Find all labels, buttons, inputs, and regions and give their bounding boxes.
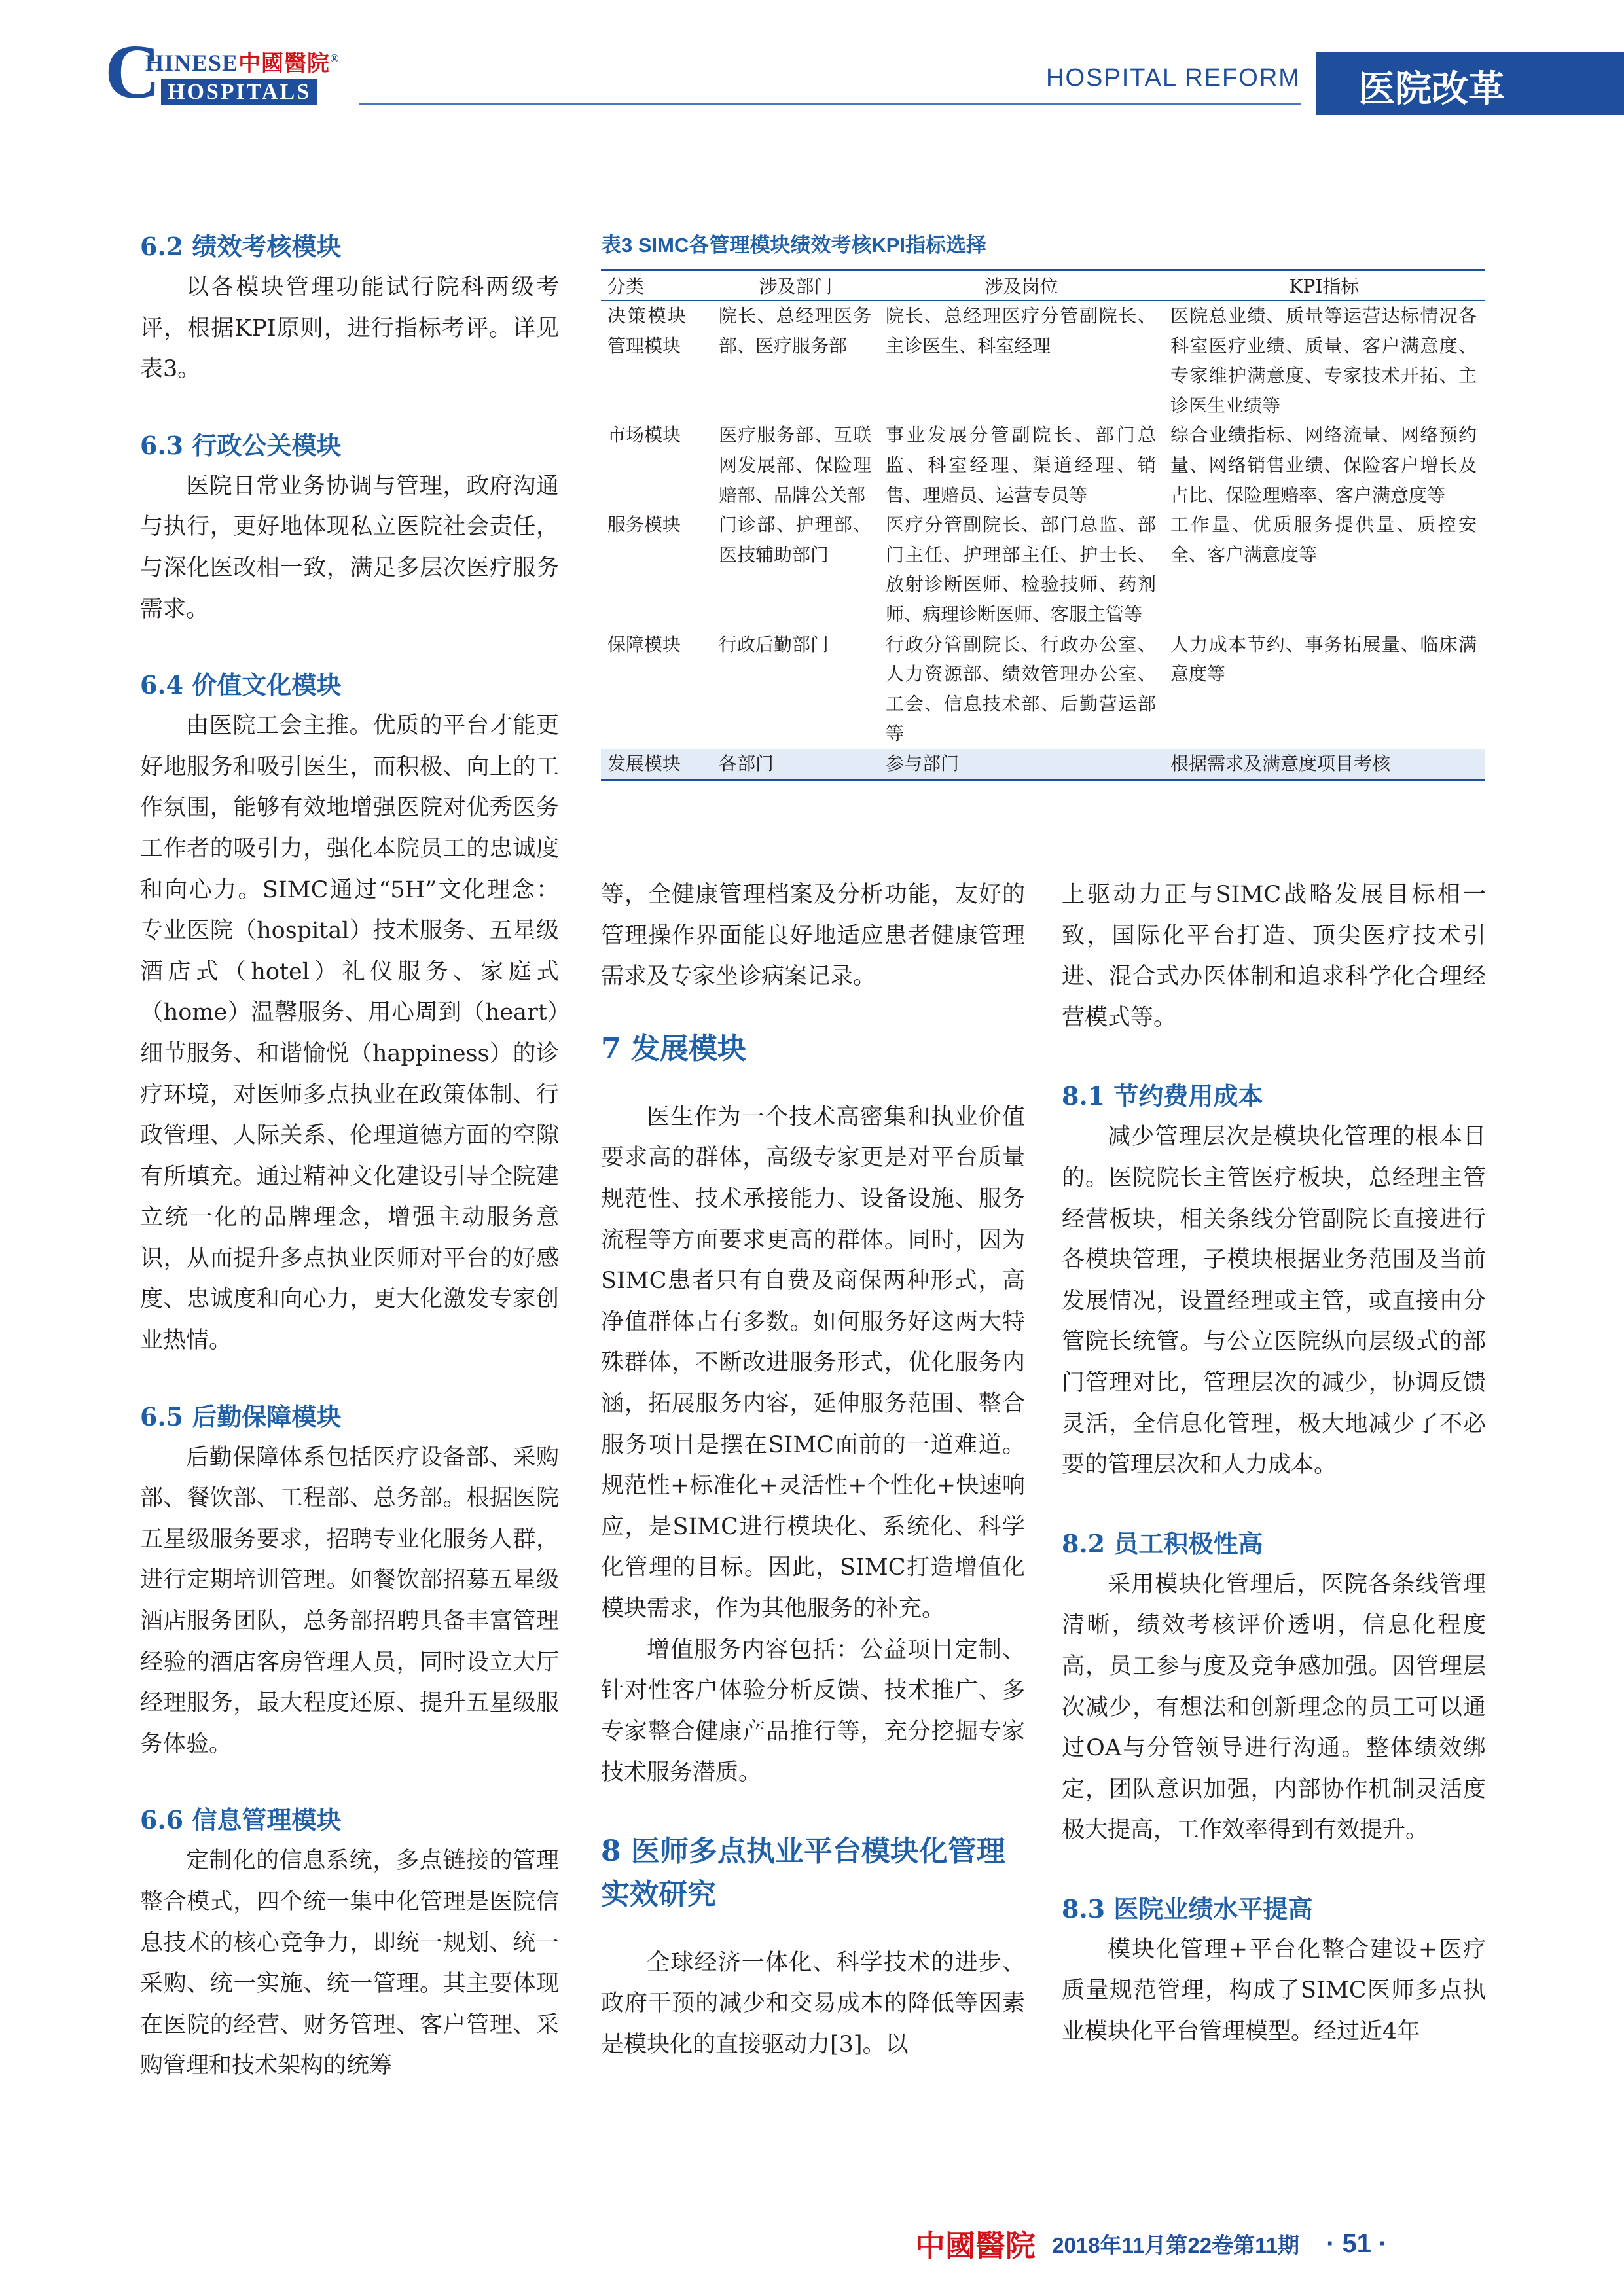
column-2 (601, 874, 1025, 2066)
table-cell: 决策模块管理模块 (607, 305, 686, 357)
journal-logo (105, 29, 353, 115)
paragraph: 全球经济一体化、科学技术的进步、政府干预的减少和交易成本的降低等因素是模块化的直接驱动力[3]。以 (601, 1949, 1025, 2058)
logo-top-en: HINESE (145, 50, 239, 76)
section-heading-6-3: 6.3 行政公关模块 (140, 430, 342, 460)
table-cell: 市场模块 (607, 424, 681, 446)
table-row (601, 510, 1485, 629)
table-row (601, 749, 1485, 780)
table-row (601, 420, 1485, 510)
footer-journal-name: 中國醫院 (915, 2228, 1036, 2263)
table-cell: 根据需求及满意度项目考核 (1164, 749, 1485, 780)
table-row (601, 300, 1485, 420)
paragraph: 模块化管理+平台化整合建设+医疗质量规范管理，构成了SIMC医师多点执业模块化平台管理模型。经过近4年 (1062, 1936, 1486, 2045)
table-cell: 综合业绩指标、网络流量、网络预约量、网络销售业绩、保险客户增长及占比、保险理赔率、客户满意度等 (1170, 424, 1477, 506)
paragraph: 医院日常业务协调与管理，政府沟通与执行，更好地体现私立医院社会责任，与深化医改相一致，满足多层次医疗服务需求。 (140, 473, 559, 622)
paragraph: 以各模块管理功能试行院科两级考评，根据KPI原则，进行指标考评。详见表3。 (140, 274, 559, 383)
paragraph-continued: 上驱动力正与SIMC战略发展目标相一致，国际化平台打造、顶尖医疗技术引进、混合式办医体制和追求科学化合理经营模式等。 (1062, 882, 1486, 1031)
paragraph: 定制化的信息系统，多点链接的管理整合模式，四个统一集中化管理是医院信息技术的核心竞争力，即统一规划、统一采购、统一实施、统一管理。其主要体现在医院的经营、财务管理、客户管理、采购管理和技术架构的统筹 (140, 1848, 559, 2079)
table-header-cell: 分类 (601, 270, 712, 301)
section-heading-8: 8 医师多点执业平台模块化管理实效研究 (601, 1834, 1005, 1911)
section-heading-8-1: 8.1 节约费用成本 (1062, 1081, 1263, 1111)
header-rule (359, 103, 1301, 105)
section-title-en: HOSPITAL REFORM (1046, 64, 1301, 92)
table-header-cell: KPI指标 (1164, 270, 1485, 301)
table-cell: 各部门 (712, 749, 879, 780)
table-cell: 工作量、优质服务提供量、质控安全、客户满意度等 (1170, 514, 1477, 565)
paragraph: 减少管理层次是模块化管理的根本目的。医院院长主管医疗板块，总经理主管经营板块，相关条线分管副院长直接进行各模块管理，子模块根据业务范围及当前发展情况，设置经理或主管，或直接由分管院长统管。与公立医院纵向层级式的部门管理对比，管理层次的减少，协调反馈灵活，全信息化管理，极大地减少了不必要的管理层次和人力成本。 (1062, 1124, 1486, 1479)
kpi-table (601, 269, 1485, 781)
section-heading-6-5: 6.5 后勤保障模块 (140, 1401, 342, 1431)
logo-bottom-band: HOSPITALS (161, 79, 317, 105)
table-cell: 行政分管副院长、行政办公室、人力资源部、绩效管理办公室、工会、信息技术部、后勤营运部等 (886, 633, 1156, 745)
section-heading-6-2: 6.2 绩效考核模块 (140, 232, 342, 261)
table-cell: 医疗服务部、互联网发展部、保险理赔部、品牌公关部 (719, 424, 871, 506)
table-cell: 医院总业绩、质量等运营达标情况各科室医疗业绩、质量、客户满意度、专家维护满意度、专家技术开拓、主诊医生业绩等 (1170, 305, 1477, 416)
section-heading-7: 7 发展模块 (601, 1031, 746, 1066)
section-heading-6-6: 6.6 信息管理模块 (140, 1805, 342, 1835)
paragraph: 增值服务内容包括：公益项目定制、针对性客户体验分析反馈、技术推广、多专家整合健康产品推行等，充分挖掘专家技术服务潜质。 (601, 1636, 1025, 1786)
table-cell: 参与部门 (879, 749, 1164, 780)
page-number: · 51 · (1326, 2229, 1388, 2258)
logo-registered-mark: ® (330, 52, 340, 65)
section-heading-6-4: 6.4 价值文化模块 (140, 670, 342, 700)
table-caption: 表3 SIMC各管理模块绩效考核KPI指标选择 (601, 234, 987, 257)
table-cell: 服务模块 (607, 514, 681, 536)
table-row (601, 630, 1485, 749)
section-title-cn: 医院改革 (1358, 67, 1505, 111)
table-cell: 院长、总经理医务部、医疗服务部 (719, 305, 871, 357)
logo-top-line (145, 45, 340, 77)
table-cell: 门诊部、护理部、医技辅助部门 (719, 514, 871, 565)
column-1 (140, 226, 559, 2087)
table-cell: 医疗分管副院长、部门总监、部门主任、护理部主任、护士长、放射诊断医师、检验技师、药剂师、病理诊断医师、客服主管等 (886, 514, 1156, 625)
logo-letter-c: C (105, 29, 161, 115)
table-cell: 发展模块 (601, 749, 712, 780)
page-footer (915, 2222, 1387, 2265)
table-cell: 院长、总经理医疗分管副院长、主诊医生、科室经理 (886, 305, 1156, 357)
table-header-cell: 涉及部门 (712, 270, 879, 301)
logo-top-cn: 中國醫院 (238, 50, 331, 77)
table-3 (601, 231, 1485, 781)
table-cell: 事业发展分管副院长、部门总监、科室经理、渠道经理、销售、理赔员、运营专员等 (886, 424, 1156, 506)
table-cell: 保障模块 (607, 633, 681, 655)
table-header-row (601, 270, 1485, 301)
section-heading-8-3: 8.3 医院业绩水平提高 (1062, 1893, 1313, 1924)
paragraph: 由医院工会主推。优质的平台才能更好地服务和吸引医生，而积极、向上的工作氛围，能够有效地增强医院对优秀医务工作者的吸引力，强化本院员工的忠诚度和向心力。SIMC通过“5H”文化理念：专业医院（hospital）技术服务、五星级酒店式（hotel）礼仪服务、家庭式（home）温馨服务、用心周到（heart）细节服务、和谐愉悦（happiness）的诊疗环境，对医师多点执业在政策体制、行政管理、人际关系、伦理道德方面的空隙有所填充。通过精神文化建设引导全院建立统一化的品牌理念，增强主动服务意识，从而提升多点执业医师对平台的好感度、忠诚度和向心力，更大化激发专家创业热情。 (140, 713, 559, 1354)
table-cell: 人力成本节约、事务拓展量、临床满意度等 (1170, 633, 1477, 685)
column-3 (1062, 874, 1486, 2053)
table-cell: 行政后勤部门 (719, 633, 829, 655)
paragraph: 后勤保障体系包括医疗设备部、采购部、餐饮部、工程部、总务部。根据医院五星级服务要求，招聘专业化服务人群，进行定期培训管理。如餐饮部招募五星级酒店服务团队，总务部招聘具备丰富管理经验的酒店客房管理人员，同时设立大厅经理服务，最大程度还原、提升五星级服务体验。 (140, 1444, 559, 1757)
paragraph: 采用模块化管理后，医院各条线管理清晰，绩效考核评价透明，信息化程度高，员工参与度及竞争感加强。因管理层次减少，有想法和创新理念的员工可以通过OA与分管领导进行沟通。整体绩效绑定，团队意识加强，内部协作机制灵活度极大提高，工作效率得到有效提升。 (1062, 1571, 1486, 1844)
footer-issue: 2018年11月第22卷第11期 (1052, 2233, 1299, 2257)
paragraph-continued: 等，全健康管理档案及分析功能，友好的管理操作界面能良好地适应患者健康管理需求及专家坐诊病案记录。 (601, 882, 1025, 990)
paragraph: 医生作为一个技术高密集和执业价值要求高的群体，高级专家更是对平台质量规范性、技术承接能力、设备设施、服务流程等方面要求更高的群体。同时，因为SIMC患者只有自费及商保两种形式，高净值群体占有多数。如何服务好这两大特殊群体，不断改进服务形式，优化服务内涵，拓展服务内容，延伸服务范围、整合服务项目是摆在SIMC面前的一道难道。规范性+标准化+灵活性+个性化+快速响应，是SIMC进行模块化、系统化、科学化管理的目标。因此，SIMC打造增值化模块需求，作为其他服务的补充。 (601, 1103, 1025, 1622)
table-header-cell: 涉及岗位 (879, 270, 1164, 301)
section-heading-8-2: 8.2 员工积极性高 (1062, 1528, 1263, 1558)
